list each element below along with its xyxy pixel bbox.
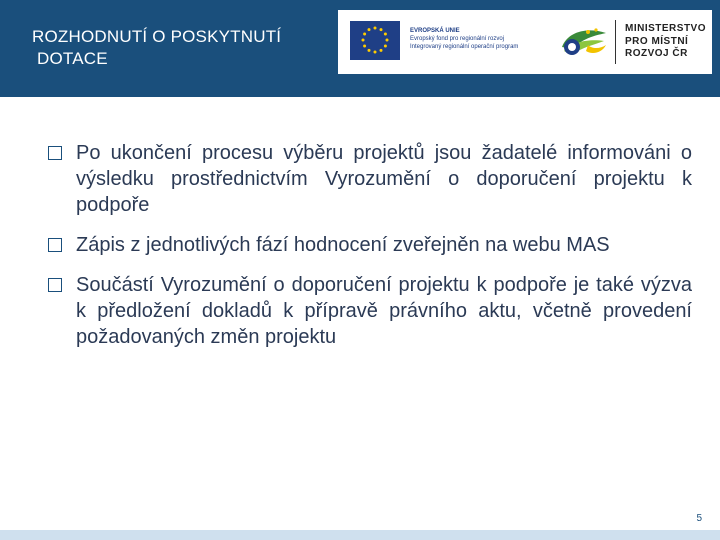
bullet-item	[48, 140, 692, 218]
bullet-text: Po ukončení procesu výběru projektů jsou žadatelé informováni o výsledku prostřednictvím Vyrozumění o doporučení projektu k podpoře	[76, 142, 692, 216]
eu-flag-icon	[350, 21, 400, 60]
bullet-text: Součástí Vyrozumění o doporučení projektu k podpoře je také výzva k předložení dokladů k přípravě právního aktu, včetně provedení požadovaných změn projektu	[76, 274, 692, 348]
footer-bar	[0, 530, 720, 540]
eu-name: EVROPSKÁ UNIE	[410, 28, 460, 34]
logo-strip	[338, 10, 712, 74]
slide-title-line1: ROZHODNUTÍ O POSKYTNUTÍ	[32, 27, 282, 46]
square-bullet-icon	[48, 146, 62, 160]
slide-title-line2: DOTACE	[37, 49, 108, 68]
eu-fund: Evropský fond pro regionální rozvoj	[410, 36, 505, 42]
square-bullet-icon	[48, 238, 62, 252]
ministry-logo-text	[625, 23, 706, 61]
square-bullet-icon	[48, 278, 62, 292]
slide-header	[0, 0, 720, 97]
page-number: 5	[696, 513, 702, 524]
ministry-emblem-icon	[558, 23, 610, 61]
bullet-text: Zápis z jednotlivých fází hodnocení zveřejněn na webu MAS	[76, 234, 610, 256]
bullet-item	[48, 232, 692, 258]
ministry-line1: MINISTERSTVO	[625, 23, 707, 34]
ministry-line2: PRO MÍSTNÍ	[625, 35, 689, 47]
ministry-divider	[615, 20, 616, 64]
bullet-item	[48, 272, 692, 350]
slide-title	[32, 26, 281, 70]
ministry-line3: ROZVOJ ČR	[625, 48, 688, 59]
eu-logo-text	[410, 27, 550, 51]
bullet-list	[48, 140, 692, 364]
eu-program: Integrovaný regionální operační program	[410, 44, 519, 50]
